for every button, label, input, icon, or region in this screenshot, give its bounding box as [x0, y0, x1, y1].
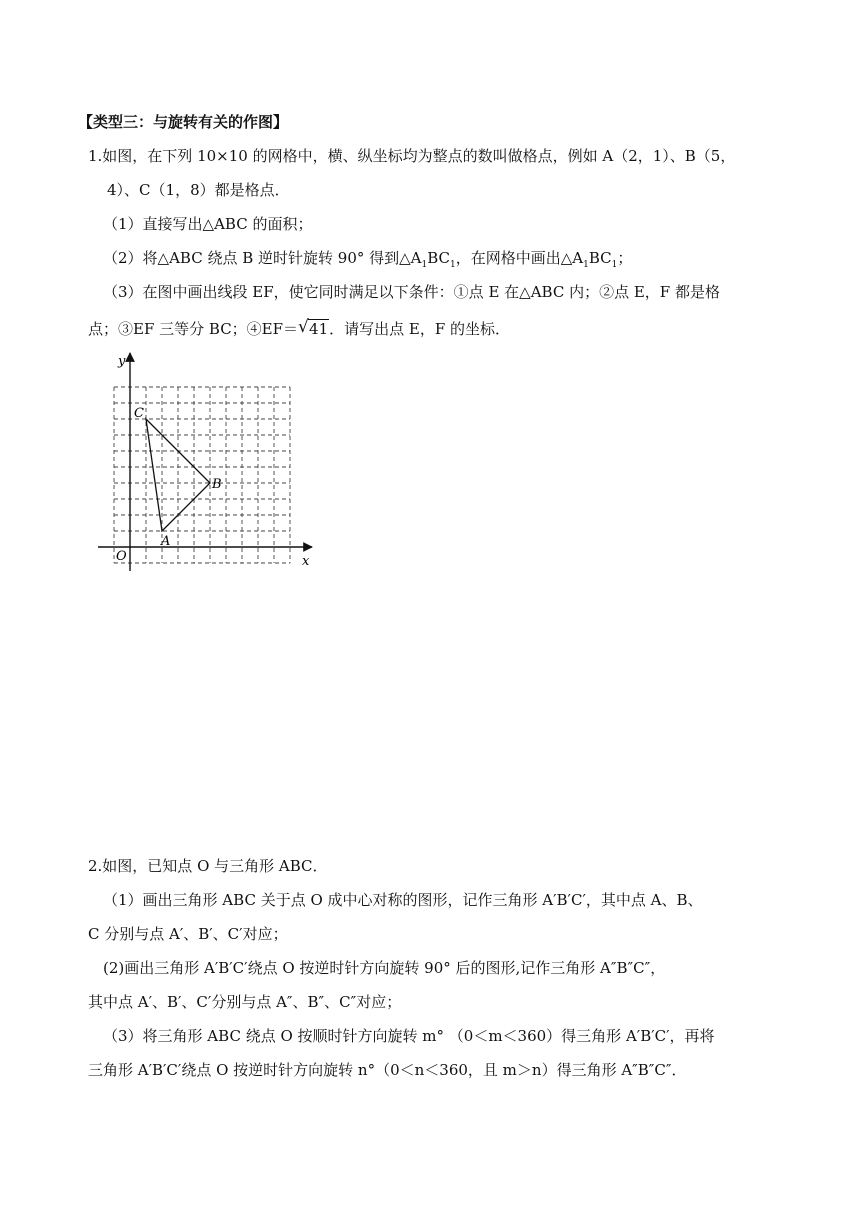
radicand: 41 — [309, 320, 329, 338]
x-axis-label: x — [302, 554, 310, 569]
q2-text-d: BC — [588, 249, 612, 267]
origin-label: O — [116, 549, 127, 564]
q2-sub1: 1 — [421, 260, 428, 270]
q2-text-a: （2）将△ABC 绕点 B 逆时针旋转 90° 得到△A — [103, 249, 422, 267]
problem2-q1-line2: C 分别与点 A′、B′、C′对应； — [88, 925, 288, 943]
problem1-q3-line2 — [88, 319, 510, 339]
q2-text-e: ； — [617, 249, 633, 267]
q2-sub2: 1 — [450, 260, 456, 270]
problem2-q1-line1: （1）画出三角形 ABC 关于点 O 成中心对称的图形，记作三角形 A′B′C′，其中点 A、B、 — [103, 891, 703, 909]
point-b-label: B — [212, 477, 222, 492]
problem1-line2: 4）、C（1，8）都是格点． — [107, 181, 290, 199]
problem2-q3-line2: 三角形 A′B′C′绕点 O 按逆时针方向旋转 n°（0＜n＜360，且 m＞n）得三角形 A″B″C″． — [88, 1061, 687, 1079]
problem2-line1: 2.如图，已知点 O 与三角形 ABC． — [88, 857, 328, 875]
problem1-q3-line1: （3）在图中画出线段 EF，使它同时满足以下条件：①点 E 在△ABC 内；②点 E，F 都是格 — [103, 283, 720, 301]
problem2-q3-line1: （3）将三角形 ABC 绕点 O 按顺时针方向旋转 m° （0＜m＜360）得三角形 A′B′C′，再将 — [103, 1027, 715, 1045]
y-axis-label: y — [118, 354, 126, 369]
q3-text-b: ．请写出点 E，F 的坐标． — [329, 320, 511, 338]
problem1-q1: （1）直接写出△ABC 的面积； — [103, 215, 313, 233]
q2-sub3: 1 — [583, 260, 589, 270]
problem1-line1: 1.如图，在下列 10×10 的网格中，横、纵坐标均为整点的数叫做格点，例如 A（2，1）、B（5， — [88, 147, 736, 165]
point-c-label: C — [134, 406, 144, 421]
q2-sub4: 1 — [611, 260, 618, 270]
coordinate-grid-figure — [90, 345, 330, 575]
q2-text-c: ，在网格中画出△A — [455, 249, 584, 267]
problem2-q2-line1: (2)画出三角形 A′B′C′绕点 O 按逆时针方向旋转 90° 后的图形,记作三角形 A″B″C″， — [103, 959, 666, 977]
sqrt-expression — [298, 319, 329, 339]
q2-text-b: BC — [427, 249, 451, 267]
problem1-q2 — [103, 248, 632, 275]
section-title: 【类型三：与旋转有关的作图】 — [78, 113, 289, 131]
problem2-q2-line2: 其中点 A′、B′、C′分别与点 A″、B″、C″对应； — [88, 993, 402, 1011]
q3-text-a: 点；③EF 三等分 BC；④EF＝ — [88, 320, 299, 338]
point-a-label: A — [161, 534, 171, 549]
radical-sign-icon: √ — [298, 317, 309, 337]
